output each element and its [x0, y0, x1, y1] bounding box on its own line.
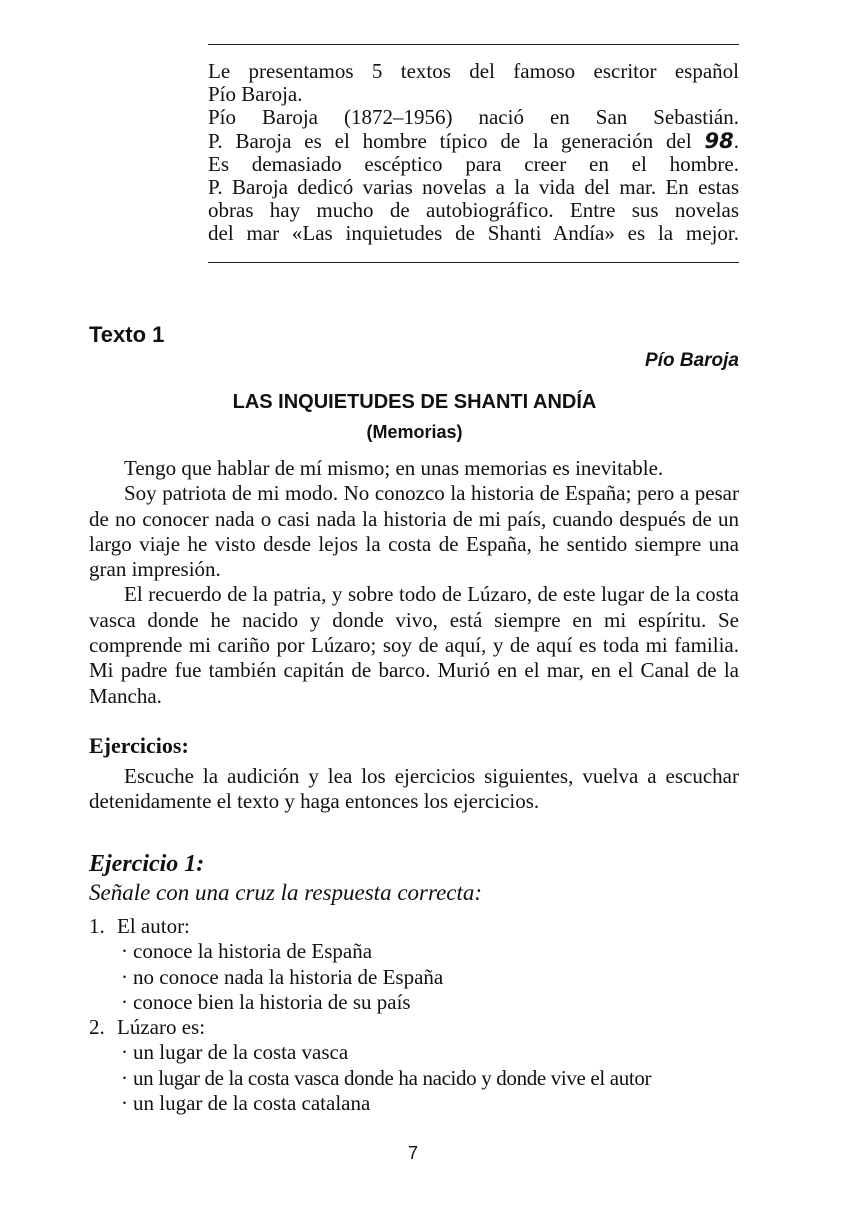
question-number: 1.	[89, 914, 105, 938]
bullet: ·	[121, 1065, 128, 1090]
option-text: un lugar de la costa vasca	[133, 1040, 349, 1065]
question-label: El autor:	[117, 914, 190, 938]
question-list	[89, 914, 749, 1116]
intro-box	[208, 44, 739, 263]
answer-option[interactable]	[121, 1091, 749, 1116]
intro-line: Pío Baroja.	[208, 82, 303, 107]
bullet: ·	[121, 989, 128, 1014]
exercises-intro: Escuche la audición y lea los ejercicios siguientes, vuelva a escuchar detenidamente el texto y haga entonces los ejercicios.	[89, 764, 739, 814]
answer-option[interactable]	[121, 990, 749, 1015]
body-paragraph: Soy patriota de mi modo. No conozco la historia de España; pero a pesar de no conocer nada o casi nada la historia de mi país, cuando después de un largo viaje he visto desde lejos la costa de España, he sentido siempre una gran impresión.	[89, 481, 739, 582]
question-2	[89, 1015, 749, 1040]
page-number-text: 7	[407, 1143, 418, 1163]
bullet: ·	[121, 1040, 128, 1065]
section-heading: Texto 1	[89, 322, 165, 347]
exercise-1-heading: Ejercicio 1:	[89, 851, 205, 877]
question-number: 2.	[89, 1015, 105, 1040]
intro-line: Le presentamos 5 textos del famoso escritor español	[208, 59, 739, 83]
question-1	[89, 914, 749, 939]
answer-option[interactable]	[121, 939, 749, 964]
exercises-heading: Ejercicios:	[89, 733, 189, 758]
option-text: no conoce nada la historia de España	[133, 964, 444, 989]
bullet: ·	[121, 939, 128, 964]
page-number	[0, 1143, 844, 1164]
answer-option[interactable]	[121, 1066, 749, 1091]
story-title	[0, 391, 844, 414]
intro-line: P. Baroja dedicó varias novelas a la vida del mar. En estas	[208, 175, 739, 200]
option-text: un lugar de la costa vasca donde ha nacido y donde vive el autor	[133, 1065, 652, 1090]
story-subtitle-text: (Memorias)	[366, 422, 463, 442]
exercise-1-instruction: Señale con una cruz la respuesta correcta:	[89, 880, 483, 905]
intro-line: del mar «Las inquietudes de Shanti Andía» es la mejor.	[208, 221, 739, 246]
story-body	[89, 456, 739, 709]
intro-line-text: P. Baroja es el hombre típico de la generación del	[208, 128, 692, 153]
body-paragraph: El recuerdo de la patria, y sobre todo de Lúzaro, de este lugar de la costa vasca donde he nacido y donde vivo, está siempre en mi espíritu. Se comprende mi cariño por Lúzaro; soy de aquí, y de aquí es toda mi familia. Mi padre fue también capitán de barco. Murió en el mar, en el Canal de la Mancha.	[89, 582, 739, 708]
generation-number: 98	[704, 128, 734, 153]
intro-period: .	[733, 128, 739, 153]
answer-option[interactable]	[121, 965, 749, 990]
bullet: ·	[121, 964, 128, 989]
option-text: conoce bien la historia de su país	[133, 989, 411, 1014]
intro-line: obras hay mucho de autobiográfico. Entre sus novelas	[208, 198, 739, 223]
answer-option[interactable]	[121, 1040, 749, 1065]
story-subtitle	[0, 422, 844, 443]
option-text: conoce la historia de España	[133, 939, 373, 964]
intro-line: Pío Baroja (1872–1956) nació en San Sebastián.	[208, 105, 739, 130]
author-name: Pío Baroja	[645, 350, 739, 371]
story-title-text: LAS INQUIETUDES DE SHANTI ANDÍA	[232, 391, 597, 413]
question-label: Lúzaro es:	[117, 1015, 206, 1040]
body-paragraph: Tengo que hablar de mí mismo; en unas memorias es inevitable.	[124, 456, 664, 480]
option-text: un lugar de la costa catalana	[133, 1091, 371, 1116]
bullet: ·	[121, 1091, 128, 1116]
intro-line	[208, 130, 739, 153]
intro-line: Es demasiado escéptico para creer en el hombre.	[208, 151, 739, 176]
